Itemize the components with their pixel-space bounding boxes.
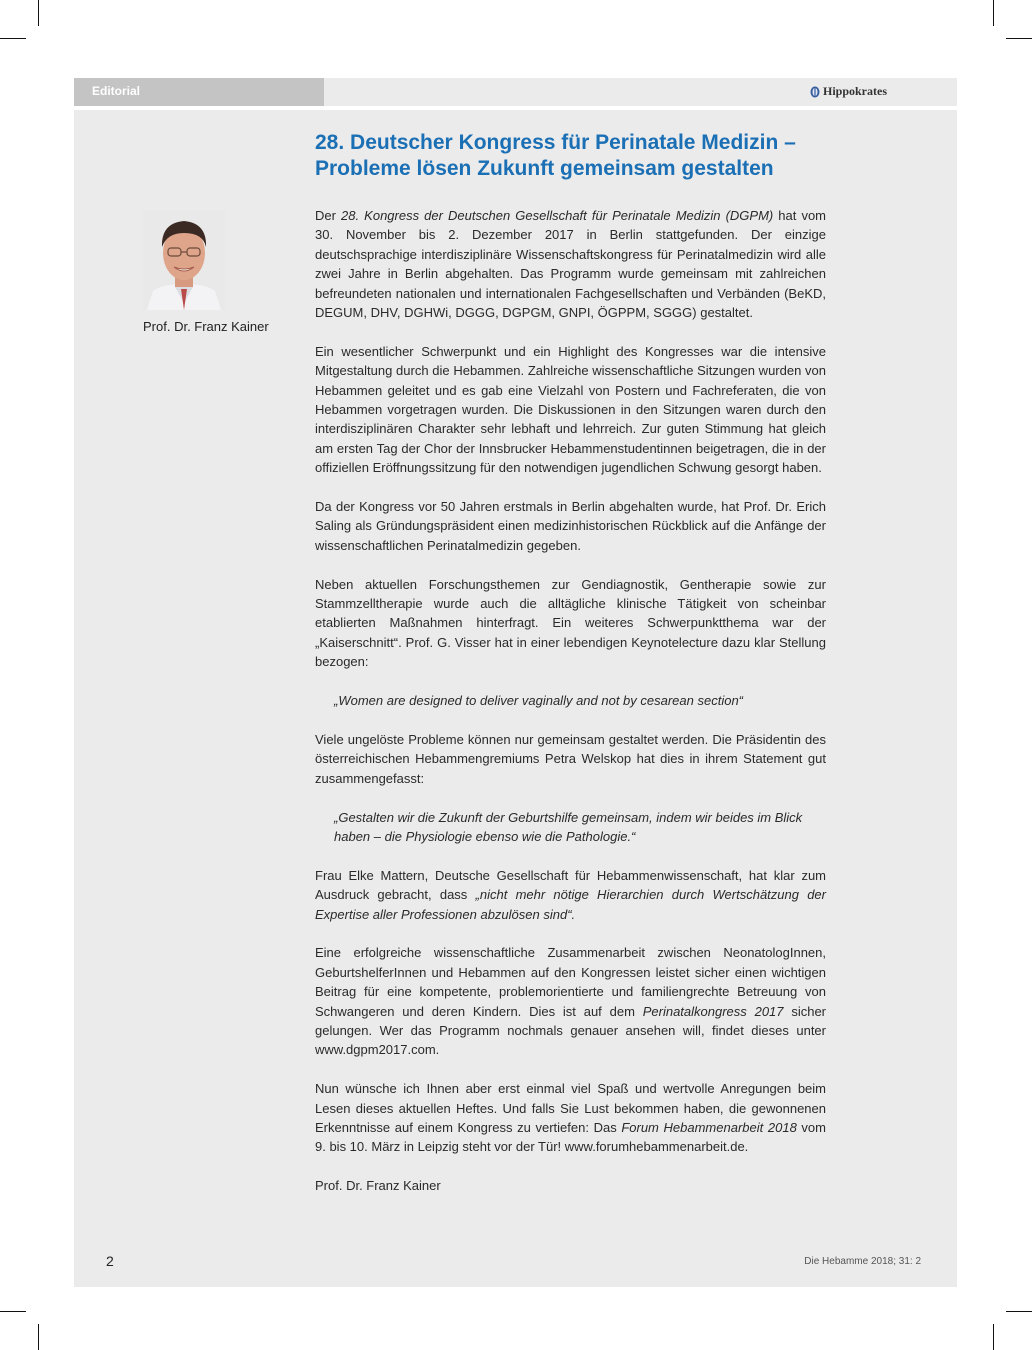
text-run: Eine erfolgreiche wissenschaftliche Zusammenarbeit zwischen NeonatologInnen, GeburtshelferInnen und Hebammen auf den Kongressen leistet sicher einen wichtigen Beitrag für eine kompetente, problemorientierte und familiengrechte Betreuung von Schwangeren und deren Kindern. Dies ist auf dem <box>315 945 826 1019</box>
author-caption: Prof. Dr. Franz Kainer <box>143 319 269 334</box>
block-quote: „Women are designed to deliver vaginally and not by cesarean section“ <box>334 693 744 709</box>
crop-mark <box>1006 1311 1032 1312</box>
text-run: Der <box>315 208 342 223</box>
hippokrates-logo-icon <box>810 86 820 98</box>
paragraph <box>315 206 826 322</box>
crop-mark <box>38 0 39 26</box>
paragraph <box>315 1079 826 1157</box>
text-run: vom 9. bis 10. März in Leipzig steht vor der Tür! www.forumhebammenarbeit.de. <box>315 1119 826 1155</box>
crop-mark <box>993 0 994 26</box>
article-body <box>315 206 826 1215</box>
paragraph: Ein wesentlicher Schwerpunkt und ein Highlight des Kongresses war die intensive Mitgestaltung durch die Hebammen. Zahlreiche wissenschaftliche Sitzungen wurden von Hebammen geleitet und es gab eine Vielzahl von Postern und Fachreferaten, die von Hebammen vorgetragen wurden. Die Diskussionen in den Sitzungen waren durch den interdisziplinären Charakter sehr lebhaft und lehrreich. Zur guten Stimmung hat gleich am ersten Tag der Chor der Innsbrucker Hebammenstudentinnen beigetragen, die in der offiziellen Eröffnungssitzung für den notwendigen jugendlichen Schwung gesorgt haben. <box>315 343 826 476</box>
title-line: 28. Deutscher Kongress für Perinatale Medizin – <box>315 131 796 154</box>
block-quote: „Gestalten wir die Zukunft der Geburtshilfe gemeinsam, indem wir beides im Blick haben – die Physiologie ebenso wie die Pathologie.“ <box>334 809 803 844</box>
crop-mark <box>993 1324 994 1350</box>
page-number: 2 <box>106 1253 114 1269</box>
text-run: Frau Elke Mattern, Deutsche Gesellschaft für Hebammenwissenschaft, hat klar zum Ausdruck gebracht, dass <box>315 867 826 903</box>
crop-mark <box>0 1311 26 1312</box>
italic-text-run: Forum Hebammenarbeit 2018 <box>621 1119 797 1135</box>
paragraph <box>315 866 826 924</box>
brand-name: Hippokrates <box>822 84 887 98</box>
paragraph: Neben aktuellen Forschungsthemen zur Gendiagnostik, Gentherapie sowie zur Stammzelltherapie wurde auch die alltägliche klinische Tätigkeit von scheinbar etablierten Maßnahmen hinterfragt. Ein weiteres Schwerpunktthema war der „Kaiserschnitt“. Prof. G. Visser hat in einer lebendigen Keynotelecture dazu klar Stellung bezogen: <box>315 576 826 670</box>
crop-mark <box>38 1324 39 1350</box>
author-portrait <box>143 211 225 310</box>
italic-text-run: „nicht mehr nötige Hierarchien durch Wertschätzung der Expertise aller Professionen abzulösen sind“. <box>315 887 826 922</box>
italic-text-run: 28. Kongress der Deutschen Gesellschaft für Perinatale Medizin (DGPM) <box>341 208 774 223</box>
section-label: Editorial <box>74 78 324 106</box>
header-divider <box>74 106 957 110</box>
signature: Prof. Dr. Franz Kainer <box>315 1178 441 1194</box>
italic-text-run: Perinatalkongress 2017 <box>642 1003 784 1019</box>
crop-mark <box>1006 38 1032 39</box>
paragraph: Da der Kongress vor 50 Jahren erstmals in Berlin abgehalten wurde, hat Prof. Dr. Erich Saling als Gründungspräsident einen medizinhistorischen Rückblick auf die Anfänge der wissenschaftlichen Perinatalmedizin gegeben. <box>315 499 826 553</box>
text-run: Nun wünsche ich Ihnen aber erst einmal viel Spaß und wertvolle Anregungen beim Lesen dieses aktuellen Heftes. Und falls Sie Lust bekommen haben, die gewonnenen Erkenntnisse auf einem Kongress zu vertiefen: Das <box>315 1081 826 1135</box>
page-header <box>74 78 957 106</box>
article-title <box>315 130 855 182</box>
journal-citation: Die Hebamme 2018; 31: 2 <box>804 1256 921 1267</box>
page <box>74 78 957 1287</box>
paragraph <box>315 943 826 1059</box>
text-run: hat vom 30. November bis 2. Dezember 2017 in Berlin stattgefunden. Der einzige deutschsprachige interdisziplinäre Wissenschaftskongress für Perinatalmedizin wird alle zwei Jahre in Berlin abgehalten. Das Programm wurde gemeinsam mit zahlreichen befreundeten nationalen und internationalen Fachgesellschaften und Verbänden (BeKD, DEGUM, DHV, DGHWi, DGGG, DGPGM, GNPI, ÖGPPM, SGGG) gestaltet. <box>315 208 827 321</box>
title-line: Probleme lösen Zukunft gemeinsam gestalten <box>315 157 774 180</box>
publisher-brand <box>810 84 887 99</box>
crop-mark <box>0 38 26 39</box>
text-run: sicher gelungen. Wer das Programm nochmals genauer ansehen will, findet dieses unter www.dgpm2017.com. <box>315 1003 827 1058</box>
portrait-illustration <box>143 211 225 310</box>
paragraph: Viele ungelöste Probleme können nur gemeinsam gestaltet werden. Die Präsidentin des österreichischen Hebammengremiums Petra Welskop hat dies in ihrem Statement gut zusammengefasst: <box>315 731 826 786</box>
